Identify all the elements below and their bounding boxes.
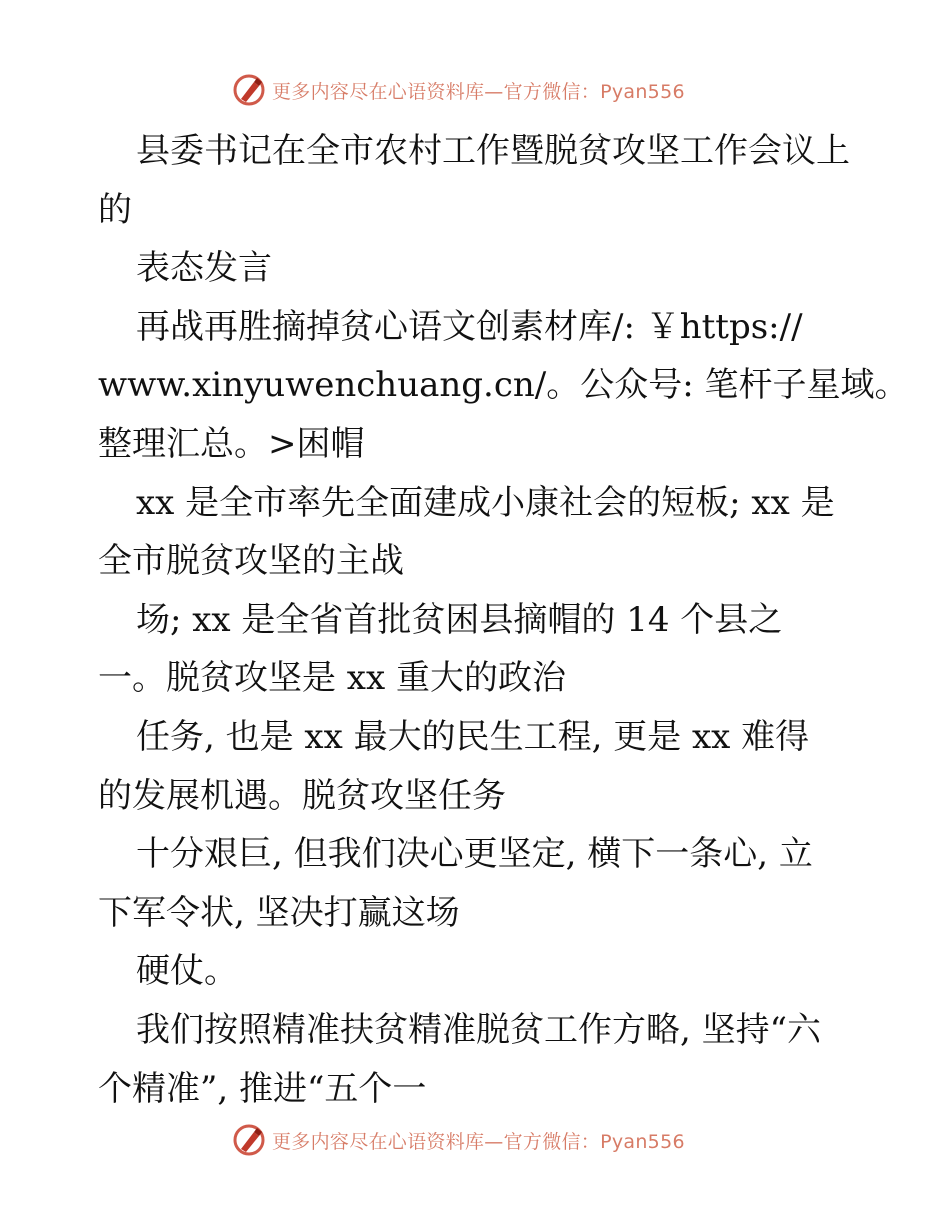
pen-circle-logo-icon	[232, 1123, 266, 1157]
footer-watermark	[232, 1122, 752, 1158]
paragraph-line: 我们按照精准扶贫精准脱贫工作方略, 坚持“六	[136, 1009, 821, 1050]
paragraph-line: 任务, 也是 xx 最大的民生工程, 更是 xx 难得	[136, 716, 810, 757]
header-watermark	[232, 72, 752, 108]
paragraph-line: 一。脱贫攻坚是 xx 重大的政治	[98, 658, 566, 699]
title-line-2: 的	[98, 189, 132, 230]
paragraph-line: 个精准”, 推进“五个一	[98, 1068, 427, 1109]
paragraph-line: 的发展机遇。脱贫攻坚任务	[98, 775, 506, 816]
footer-brand-text: 更多内容尽在心语资料库—官方微信：Pyan556	[272, 1130, 685, 1153]
document-body	[98, 122, 909, 1118]
paragraph-line: 全市脱贫攻坚的主战	[98, 541, 404, 582]
paragraph-line: www.xinyuwenchuang.cn/。公众号: 笔杆子星域。	[98, 365, 909, 406]
title-line-1: 县委书记在全市农村工作暨脱贫攻坚工作会议上	[136, 131, 850, 171]
paragraph-line: 硬仗。	[136, 951, 238, 992]
paragraph-line: xx 是全市率先全面建成小康社会的短板; xx 是	[136, 482, 835, 523]
paragraph-line: 场; xx 是全省首批贫困县摘帽的 14 个县之	[136, 599, 783, 640]
pen-circle-logo-icon	[232, 73, 266, 107]
header-brand-text: 更多内容尽在心语资料库—官方微信：Pyan556	[272, 80, 685, 103]
paragraph-line: 再战再胜摘掉贫心语文创素材库/: ￥https://	[136, 306, 803, 347]
paragraph-line: 整理汇总。>困帽	[98, 423, 365, 464]
subtitle-line: 表态发言	[136, 248, 272, 289]
paragraph-line: 下军令状, 坚决打赢这场	[98, 892, 460, 933]
paragraph-line: 十分艰巨, 但我们决心更坚定, 横下一条心, 立	[136, 834, 813, 875]
